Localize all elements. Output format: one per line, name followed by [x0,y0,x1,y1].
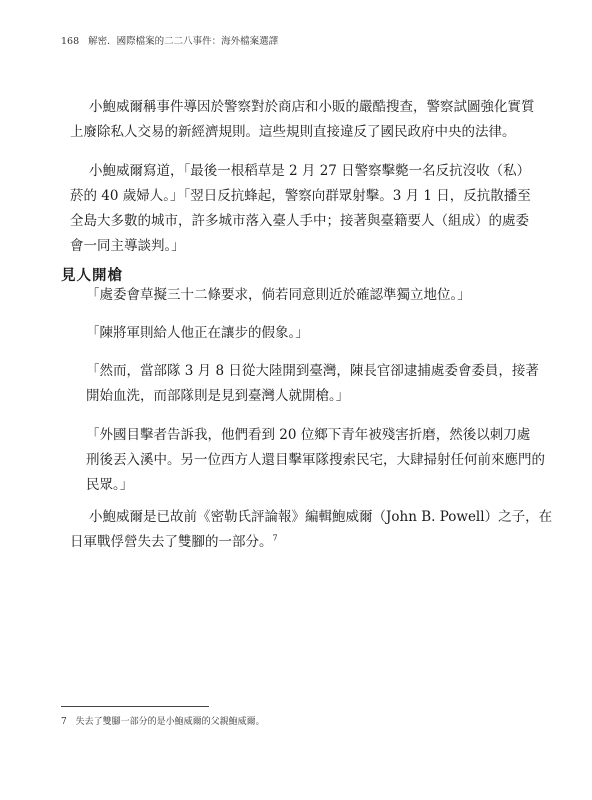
paragraph-line: 菸的 40 歲婦人。」「翌日反抗蜂起，警察向群眾射擊。3 月 1 日，反抗散播至 [70,188,531,204]
running-title: 解密．國際檔案的二二八事件：海外檔案選譯 [88,36,279,47]
quote-line: 民眾。」 [86,477,134,493]
quote-line: 刑後丟入溪中。另一位西方人還目擊軍隊搜索民宅，大肆掃射任何前來應門的 [86,452,545,468]
paragraph-1 [70,95,538,145]
quote-line: 「處委會草擬三十二條要求，倘若同意則近於確認準獨立地位。」 [86,287,471,303]
quote-line: 「然而，當部隊 3 月 8 日從大陸開到臺灣，陳長官卻逮捕處委會委員，接著 [86,363,539,379]
quote-line: 「外國目擊者告訴我，他們看到 20 位鄉下青年被殘害折磨，然後以刺刀處 [86,427,531,443]
footnote-ref-mark: 7 [272,533,278,543]
paragraph-line: 會一同主導談判。」 [70,238,185,254]
paragraph-line: 全島大多數的城市，許多城市落入臺人手中；接著與臺籍要人（組成）的處委 [70,213,529,229]
running-header [61,33,278,47]
quote-line: 「陳將軍則給人他正在讓步的假象。」 [86,325,309,341]
paragraph-line-text: 日軍戰俘營失去了雙腳的一部分。 [70,534,273,550]
section-heading: 見人開槍 [61,268,123,284]
footnote-number: 7 [61,717,67,727]
paragraph-line: 小鮑威爾是已故前《密勒氏評論報》編輯鮑威爾（John B. Powell）之子，在 [89,509,553,525]
quote-1 [86,283,546,308]
paragraph-2 [70,159,538,259]
quote-4 [86,423,546,498]
closing-paragraph [70,505,553,555]
paragraph-line: 小鮑威爾寫道，「最後一根稻草是 2 月 27 日警察擊斃一名反抗沒收（私） [89,163,531,179]
page-number: 168 [61,36,80,47]
paragraph-line: 上廢除私人交易的新經濟規則。這些規則直接違反了國民政府中央的法律。 [70,124,516,140]
footnote-text: 失去了雙腳一部分的是小鮑威爾的父親鮑威爾。 [75,717,265,727]
quote-2 [86,321,546,346]
footnote-divider [61,706,209,707]
quote-3 [86,359,546,409]
footnote [61,714,265,727]
paragraph-line [70,530,538,555]
paragraph-line: 小鮑威爾稱事件導因於警察對於商店和小販的嚴酷搜查，警察試圖強化實質 [89,99,535,115]
quote-line: 開始血洗，而部隊則是見到臺灣人就開槍。」 [86,388,350,404]
